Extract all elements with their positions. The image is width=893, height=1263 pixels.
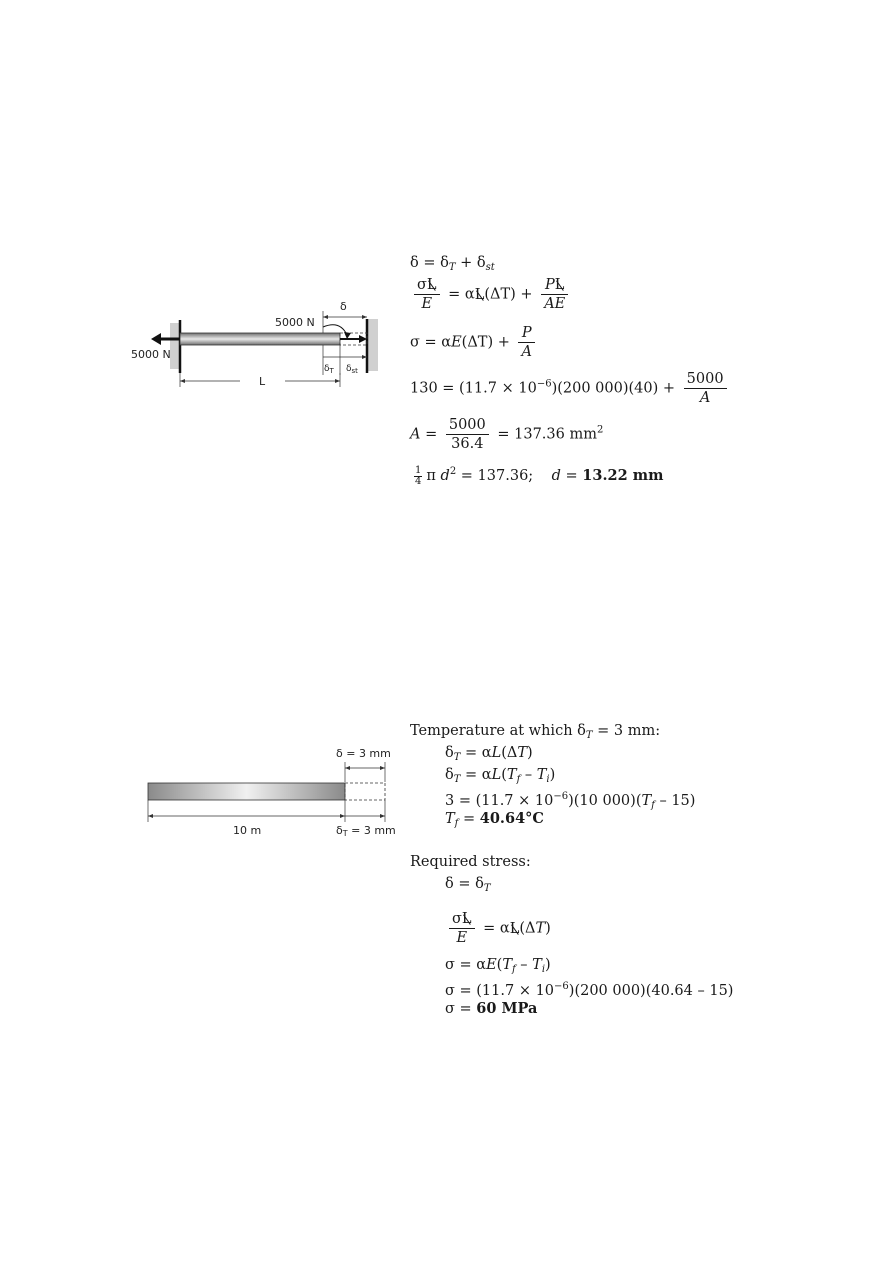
p2-l8: $\sigma = (11.7 \times 10^{-6})(200$ 000)(40.64 – 15) <box>445 981 734 999</box>
left-force-arrow <box>151 333 161 345</box>
p1-eq5: A = $\frac{5000}{36.4}$ = 137.36 $mm^2$ <box>410 417 604 452</box>
p1-eq3: σ = αE(ΔT) + $\frac{P}{A}$ <box>410 324 539 361</box>
delta-label: δ <box>340 300 347 313</box>
right-force-arrow <box>344 332 351 339</box>
force-right-label: 5000 N <box>275 316 315 329</box>
p1-result: 13.22 mm <box>582 467 664 484</box>
bar-2-extension <box>345 783 385 800</box>
p1-eq1: $\delta = \delta_T + \delta_{st}$ <box>410 255 495 273</box>
force-left-label: 5000 N <box>131 348 171 361</box>
delta-st-label: $\delta_{st}$ <box>346 364 358 375</box>
p1-eq4: $130 = (11.7 \times 10^{-6})(200$ 000)(40) + $\frac{5000}{A}$ <box>410 370 731 407</box>
p2-l2: $\delta_T = \alpha L(T_f - T_i)$ <box>445 767 556 785</box>
bar <box>180 333 340 345</box>
p2-l1: $\delta_T = \alpha L(\Delta T)$ <box>445 745 533 763</box>
left-wall <box>170 323 180 369</box>
p2-l7: $\sigma = \alpha E(T_f - T_i)$ <box>445 957 551 975</box>
bar-diagram-2 <box>140 742 405 842</box>
delta-3mm-label: δ = 3 mm <box>336 747 391 760</box>
p1-eq2: $\frac{\sigma L}{E}$ = αL(ΔT) + $\frac{PL}{AE}$ <box>410 276 572 313</box>
p2-l4: $T_f = 40.64^\circ C$ <box>445 810 544 829</box>
delta-t-label: $\delta_T$ <box>324 364 334 375</box>
p2-l9: σ = 60 MPa <box>445 1000 538 1017</box>
bar-2 <box>148 783 345 800</box>
p2-temp-result: 40.64°C <box>479 810 544 827</box>
bar-diagram-1 <box>125 295 385 395</box>
length-10m-label: 10 m <box>233 824 262 837</box>
p1-eq6: $\frac{1}{4}$ π $d^2 = 137.36$; d = 13.22 mm <box>415 464 664 487</box>
length-label: L <box>259 375 266 388</box>
p2-heading1: Temperature at which $\delta_T = 3$ mm: <box>410 723 661 741</box>
delta-t-3mm-label: δT = 3 mm <box>336 824 396 838</box>
p2-l5: $\delta = \delta_T$ <box>445 876 491 894</box>
p2-stress-result: 60 MPa <box>476 1000 538 1017</box>
p2-l3: $3 = (11.7 \times 10^{-6})(10$ $000)(T_f - 15)$ <box>445 791 696 811</box>
p2-l6: $\frac{\sigma L}{E}$ = αL(ΔT) <box>445 910 551 947</box>
right-wall <box>368 319 378 371</box>
p2-heading2: Required stress: <box>410 854 531 870</box>
